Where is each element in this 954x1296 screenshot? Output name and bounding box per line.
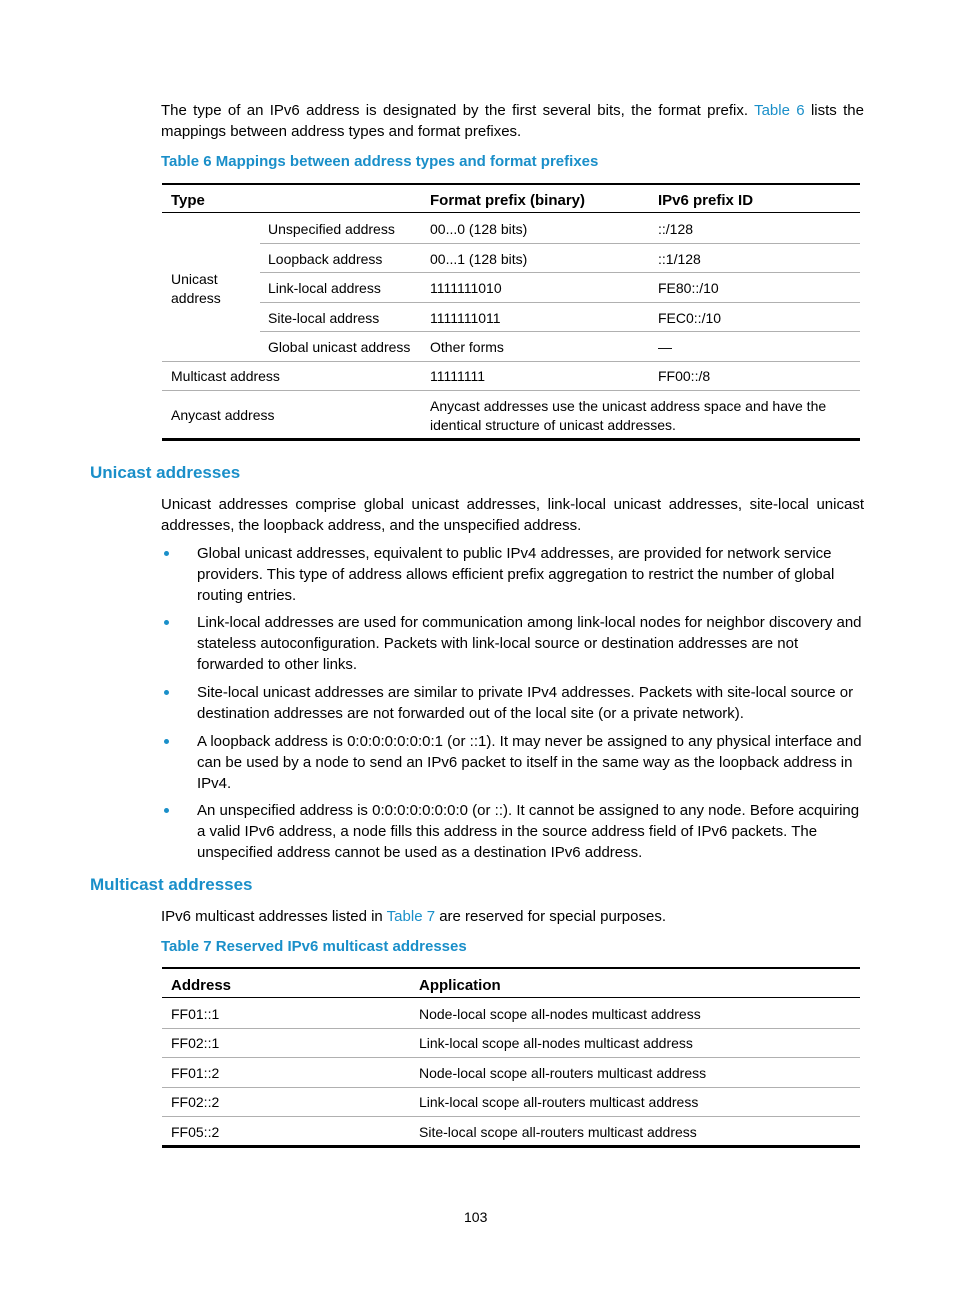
table7-cell-address: FF01::1 [171,1006,220,1022]
table7-cell-application: Site-local scope all-routers multicast address [419,1124,697,1140]
table6-row-rule [162,361,860,362]
table7-row-rule [162,1087,860,1088]
page-number: 103 [464,1209,488,1225]
table6-row-id: ::/128 [658,221,694,237]
table7-header-application: Application [419,977,501,994]
table6-header-id: IPv6 prefix ID [658,192,754,209]
table6-row-id: FEC0::/10 [658,310,722,326]
table7-cell-application: Link-local scope all-nodes multicast address [419,1035,693,1051]
intro-paragraph: The type of an IPv6 address is designated by the first several bits, the format prefix. Table 6 lists the mappings between address types and format prefixes. [161,102,864,140]
table7-row-rule [162,1057,860,1058]
table6-header-prefix: Format prefix (binary) [430,192,586,209]
table7-cell-address: FF02::1 [171,1035,220,1051]
unicast-heading: Unicast addresses [90,463,241,482]
table6-row-type: Global unicast address [268,339,411,355]
table6-row-rule [260,302,860,303]
table6-anycast-type: Anycast address [171,407,275,423]
table6-anycast-desc: Anycast addresses use the unicast address space and have the identical structure of unicast addresses. [430,398,827,433]
table6-multicast-type: Multicast address [171,368,280,384]
table7-top-rule [162,967,860,969]
table6-row-rule [260,272,860,273]
table7-row-rule [162,1028,860,1029]
table6-row-id: ::1/128 [658,251,701,267]
table6-header-rule [162,212,860,213]
bullet-icon [164,551,169,556]
list-item: A loopback address is 0:0:0:0:0:0:0:1 (or ::1). It may never be assigned to any physical interface and can be used by a node to send an IPv6 packet to itself in the same way as the loopback address in IPv4. [197,733,862,792]
bullet-icon [164,808,169,813]
multicast-intro: IPv6 multicast addresses listed in Table 7 are reserved for special purposes. [161,908,666,925]
table6-multicast-id: FF00::/8 [658,368,711,384]
table7-cell-address: FF01::2 [171,1065,220,1081]
table6-row-prefix: 00...0 (128 bits) [430,221,528,237]
table7-header-address: Address [171,977,232,994]
table6-top-rule [162,183,860,185]
table6-row-type: Loopback address [268,251,383,267]
table6-row-prefix: 1111111010 [430,280,502,296]
table7-cell-address: FF02::2 [171,1094,220,1110]
table6-multicast-prefix: 11111111 [430,368,486,384]
bullet-icon [164,739,169,744]
list-item: Site-local unicast addresses are similar to private IPv4 addresses. Packets with site-local source or destination addresses are not forwarded out of the local site (or a private network). [197,684,854,722]
table7-caption: Table 7 Reserved IPv6 multicast addresses [161,938,467,955]
table7-header-rule [162,997,860,998]
unicast-intro: Unicast addresses comprise global unicast addresses, link-local unicast addresses, site-local unicast addresses, the loopback address, and the unspecified address. [161,496,864,534]
table6-row-type: Link-local address [268,280,381,296]
table6-row-prefix: Other forms [430,339,504,355]
list-item: Link-local addresses are used for communication among link-local nodes for neighbor discovery and stateless autoconfiguration. Packets with link-local source or destination addresses are not forwarded to other links. [197,614,862,673]
table6-row-rule [162,390,860,391]
table6-row-rule [260,243,860,244]
table6-row-type: Site-local address [268,310,380,326]
table7-row-rule [162,1116,860,1117]
table6-row-prefix: 00...1 (128 bits) [430,251,528,267]
table7-cell-application: Node-local scope all-nodes multicast address [419,1006,701,1022]
table7-cell-application: Node-local scope all-routers multicast address [419,1065,707,1081]
list-item: An unspecified address is 0:0:0:0:0:0:0:0 (or ::). It cannot be assigned to any node. Before acquiring a valid IPv6 address, a node fills this address in the source address field of IPv6 packets. The unspecified address cannot be used as a destination IPv6 address. [197,802,860,861]
table6-row-id: — [658,339,672,355]
table7-link[interactable]: Table 7 [386,908,436,925]
table7-bottom-rule [162,1145,860,1148]
table6-link[interactable]: Table 6 [754,102,805,119]
table6-group-label: Unicast address [171,271,221,306]
multicast-heading: Multicast addresses [90,875,253,894]
table6-bottom-rule [162,438,860,441]
table6-row-rule [260,331,860,332]
table6-row-type: Unspecified address [268,221,395,237]
table7-cell-application: Link-local scope all-routers multicast address [419,1094,699,1110]
list-item: Global unicast addresses, equivalent to public IPv4 addresses, are provided for network service providers. This type of address allows efficient prefix aggregation to restrict the number of global routing entries. [197,545,835,604]
table6-caption: Table 6 Mappings between address types and format prefixes [161,153,599,170]
table6-header-type: Type [171,192,205,209]
table6-row-id: FE80::/10 [658,280,719,296]
table6-row-prefix: 1111111011 [430,310,501,326]
table7-cell-address: FF05::2 [171,1124,220,1140]
bullet-icon [164,690,169,695]
bullet-icon [164,620,169,625]
